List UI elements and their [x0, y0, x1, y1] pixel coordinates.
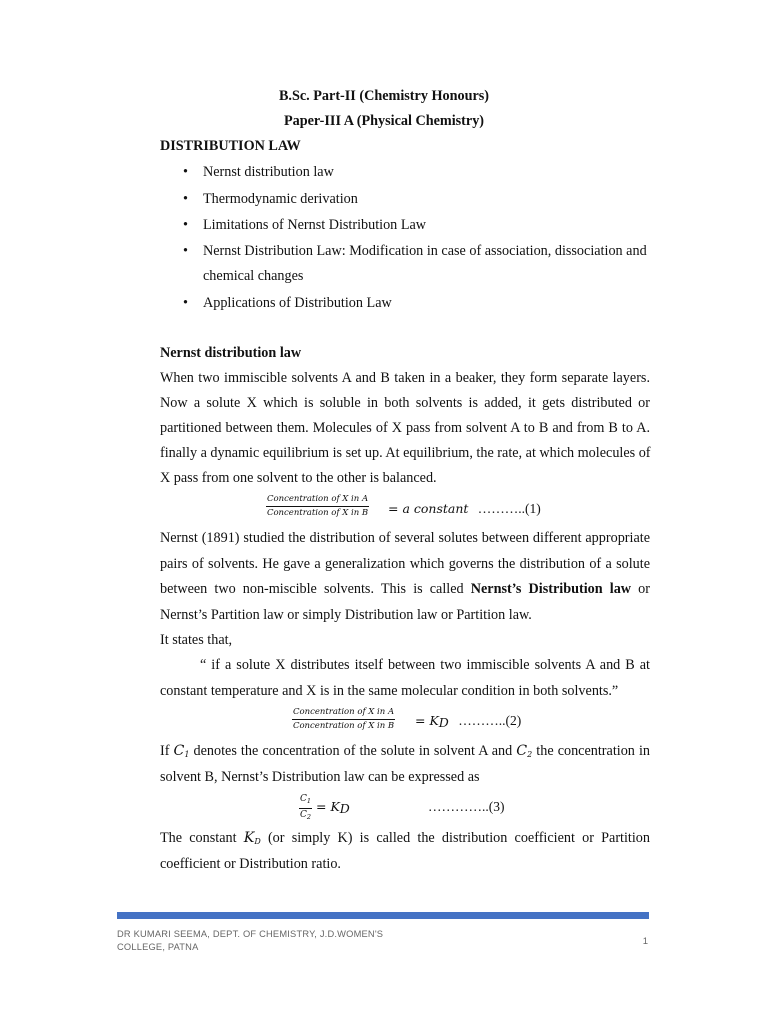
eq1-numerator: Concentration of X in A: [266, 494, 369, 507]
paragraph-line: Now a solute X which is soluble in both solvents is added, it gets distributed or: [160, 395, 650, 411]
eq2-label: ………..(2): [458, 713, 522, 728]
eq3-denominator: [299, 809, 312, 823]
eq3-rhs-subscript: D: [339, 801, 350, 816]
paragraph-line: [160, 742, 650, 764]
topic-label: Limitations of Nernst Distribution Law: [203, 217, 427, 233]
eq3-rhs-text: = K: [316, 799, 340, 814]
eq2-rhs: [415, 711, 521, 732]
paragraph-line: [160, 580, 650, 599]
subheading: Nernst distribution law: [160, 345, 302, 361]
eq2-rhs-subscript: D: [438, 715, 449, 730]
paragraph-line: pairs of solvents. He gave a generalization which governs the distribution of a solute: [160, 556, 650, 572]
bullet-icon: •: [183, 191, 188, 207]
topic-label: chemical changes: [203, 268, 304, 284]
footer-divider: [117, 912, 649, 919]
quote-line: constant temperature and X is in the same molecular condition in both solvents.”: [160, 683, 619, 699]
section-heading: DISTRIBUTION LAW: [160, 138, 301, 154]
text-run: (or simply K) is called the distribution coefficient or Partition: [260, 830, 650, 846]
eq3-fraction: [299, 794, 312, 823]
bullet-icon: •: [183, 295, 188, 311]
text-run: the concentration in: [532, 743, 650, 759]
text-run: If: [160, 743, 174, 759]
paragraph-line: finally a dynamic equilibrium is set up. At equilibrium, the rate, at which molecules of: [160, 445, 651, 461]
c2-symbol: C: [516, 743, 528, 759]
topic-label: Thermodynamic derivation: [203, 191, 358, 207]
eq1-rhs: [388, 499, 541, 518]
quote-line: “ if a solute X distributes itself between two immiscible solvents A and B at: [200, 657, 650, 673]
text-run: The constant: [160, 830, 244, 846]
eq3-rhs: [316, 797, 350, 818]
kd-symbol: K: [243, 830, 255, 846]
eq3-numerator: [299, 794, 312, 809]
eq3-label: …………..(3): [428, 799, 505, 814]
paragraph-line: Nernst’s Partition law or simply Distribution law or Partition law.: [160, 607, 532, 623]
paper-title: Paper-III A (Physical Chemistry): [283, 113, 485, 129]
topic-label: Nernst Distribution Law: Modification in case of association, dissociation and: [203, 243, 647, 259]
topic-label: Nernst distribution law: [203, 164, 334, 180]
paragraph-line: Nernst (1891) studied the distribution of several solutes between different appropriate: [160, 530, 650, 546]
paragraph-line: X pass from one solvent to the other is balanced.: [160, 470, 437, 486]
paragraph-line: It states that,: [160, 632, 233, 648]
bullet-icon: •: [183, 217, 188, 233]
bullet-icon: •: [183, 164, 188, 180]
eq3-num-subscript: 1: [306, 797, 312, 805]
page-number: 1: [642, 936, 648, 947]
text-run: or: [631, 581, 650, 597]
c1-symbol: C: [173, 743, 185, 759]
topic-label: Applications of Distribution Law: [203, 295, 392, 311]
eq2-numerator: Concentration of X in A: [292, 707, 395, 720]
c2-subscript: 2: [527, 750, 533, 759]
c1-subscript: 1: [184, 750, 190, 759]
eq1-label: ………..(1): [477, 501, 541, 516]
paragraph-line: [160, 829, 650, 851]
text-run: between two non-miscible solvents. This is called: [160, 581, 471, 597]
eq3-num-symbol: C: [300, 794, 307, 804]
eq2-rhs-text: = K: [415, 713, 439, 728]
eq1-denominator: Concentration of X in B: [266, 508, 369, 518]
paragraph-line: When two immiscible solvents A and B taken in a beaker, they form separate layers.: [160, 370, 650, 386]
bullet-icon: •: [183, 243, 188, 259]
eq2-fraction: [292, 707, 395, 732]
eq3-den-symbol: C: [300, 810, 307, 820]
course-title: B.Sc. Part-II (Chemistry Honours): [278, 88, 490, 104]
eq3-den-subscript: 2: [306, 813, 312, 821]
kd-subscript: D: [254, 837, 261, 846]
eq1-rhs-text: = a constant: [388, 501, 469, 516]
law-name-bold: Nernst’s Distribution law: [470, 581, 632, 597]
paragraph-line: coefficient or Distribution ratio.: [160, 856, 341, 872]
eq2-denominator: Concentration of X in B: [292, 721, 395, 731]
footer-author: DR KUMARI SEEMA, DEPT. OF CHEMISTRY, J.D.WOMEN'S COLLEGE, PATNA: [117, 929, 384, 952]
paragraph-line: solvent B, Nernst’s Distribution law can be expressed as: [160, 769, 480, 785]
eq1-fraction: [266, 494, 369, 519]
text-run: denotes the concentration of the solute in solvent A and: [189, 743, 517, 759]
paragraph-line: partitioned between them. Molecules of X pass from solvent A to B and from B to A.: [160, 420, 650, 436]
